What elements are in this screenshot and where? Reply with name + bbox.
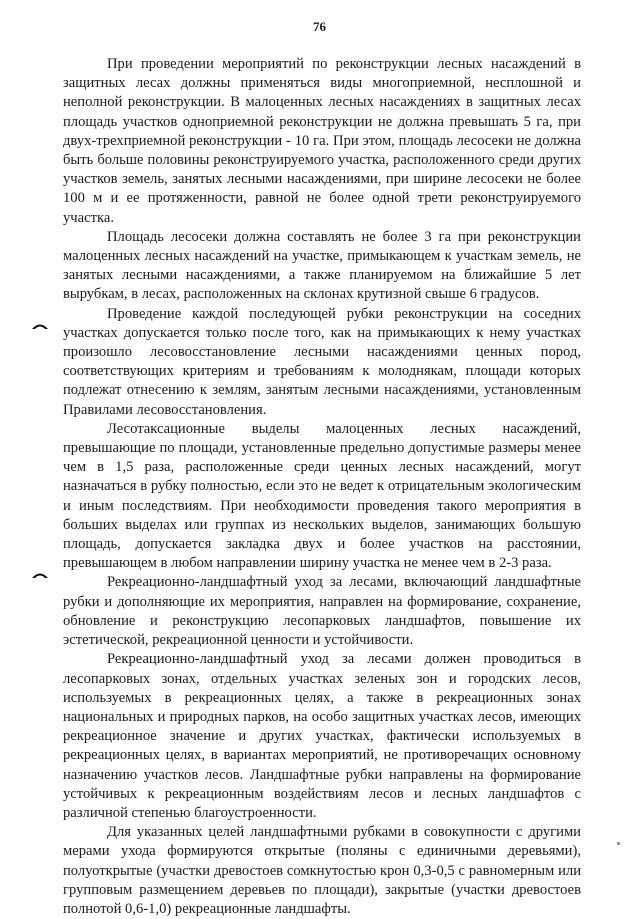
paragraph-2: Площадь лесосеки должна составлять не более 3 га при реконструкции малоценных лесных насаждений на участке, примыкающем к участкам земель, не занятых лесными насаждениями, а также планируемом на ближайшие 5 лет вырубкам, в лесах, расположенных на склонах крутизной свыше 6 градусов.	[63, 228, 581, 303]
paragraph-7: Для указанных целей ландшафтными рубками в совокупности с другими мерами ухода формируются открытые (поляны с единичными деревьями), полуоткрытые (участки древостоев сомкнутостью крон 0,3-0,5 с равномерным или групповым размещением деревьев по площади), закрытые (участки древостоев полнотой 0,6-1,0) рекреационные ландшафты.	[63, 824, 581, 917]
paragraph-6: Рекреационно-ландшафтный уход за лесами должен проводиться в лесопарковых зонах, отдельных участках зеленых зон и городских лесов, используемых в рекреационных целях, а также в рекреационных зонах национальных и природных парков, на особо защитных участках лесов, имеющих рекреационное значение и других участках, фактически используемых в рекреационных целях, в вариантах мероприятий, не противоречащих основному назначению участков лесов. Ландшафтные рубки направлены на формирование устойчивых к рекреационным воздействиям лесов и лесных ландшафтов с различной степенью благоустроенности.	[63, 651, 581, 821]
paragraph-3: Проведение каждой последующей рубки реконструкции на соседних участках допускается только после того, как на примыкающих к нему участках произошло лесовосстановление лесными насаждениями ценных пород, соответствующих критериям и требованиям к молоднякам, площади которых подлежат отнесению к землям, занятым лесными насаждениями, установленным Правилами лесовосстановления.	[63, 305, 581, 418]
document-body	[63, 55, 581, 919]
binder-hole-arc-icon	[31, 321, 49, 330]
binder-hole-arc-icon	[31, 570, 49, 579]
paragraph-4: Лесотаксационные выделы малоценных лесных насаждений, превышающие по площади, установленные предельно допустимые размеры менее чем в 1,5 раза, расположенные среди ценных лесных насаждений, могут назначаться в рубку полностью, если это не ведет к отрицательным экологическим и иным последствиям. При необходимости проведения такого мероприятия в больших выделах или группах из нескольких выделов, занимающих большую площадь, допускается закладка двух и более участков на расстоянии, превышающем в любом направлении ширину участка не менее чем в 2-3 раза.	[63, 420, 581, 572]
page-number: 76	[313, 19, 326, 34]
scan-speck	[617, 842, 620, 845]
paragraph-1: При проведении мероприятий по реконструкции лесных насаждений в защитных лесах должны применяться виды многоприемной, несплошной и неполной реконструкции. В малоценных лесных насаждениях в защитных лесах площадь участков одноприемной реконструкции не должна превышать 5 га, при двух-трехприемной реконструкции - 10 га. При этом, площадь лесосеки не должна быть больше половины реконструируемого участка, расположенного среди других участков земель, занятых лесными насаждениями, при ширине лесосеки не более 100 м и ее протяженности, равной не более одной трети реконструируемого участка.	[63, 56, 581, 226]
paragraph-5: Рекреационно-ландшафтный уход за лесами, включающий ландшафтные рубки и дополняющие их мероприятия, направлен на формирование, сохранение, обновление и реконструкцию лесопарковых ландшафтов, повышение их эстетической, рекреационной ценности и устойчивости.	[63, 574, 581, 649]
